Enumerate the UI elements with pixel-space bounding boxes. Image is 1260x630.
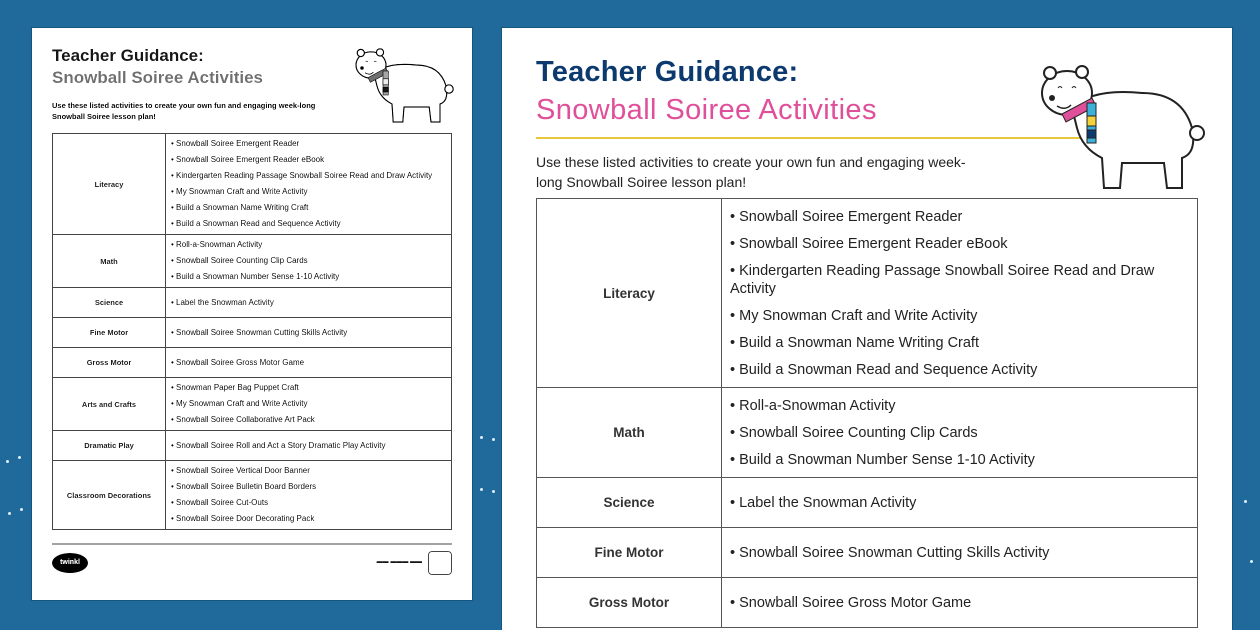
category-cell: Literacy <box>537 199 722 388</box>
activity-item: • Snowball Soiree Snowman Cutting Skills Activity <box>171 325 445 341</box>
table-row-literacy <box>53 134 452 235</box>
document-subtitle: Snowball Soiree Activities <box>536 94 877 126</box>
activity-item: • Snowball Soiree Vertical Door Banner <box>171 463 445 479</box>
table-row-fine-motor <box>53 318 452 348</box>
table-row-classroom-decorations <box>53 461 452 530</box>
activities-cell <box>722 478 1198 528</box>
activities-cell <box>166 431 452 461</box>
polar-bear-illustration <box>1032 48 1212 198</box>
table-row-gross-motor <box>537 578 1198 628</box>
activity-item: • Snowball Soiree Snowman Cutting Skills Activity <box>730 539 1187 566</box>
activity-item: • Build a Snowman Read and Sequence Activity <box>171 216 445 232</box>
activity-item: • Kindergarten Reading Passage Snowball Soiree Read and Draw Activity <box>730 257 1187 302</box>
activities-cell <box>166 378 452 431</box>
activities-cell <box>166 318 452 348</box>
preview-page-thumbnail <box>32 28 472 600</box>
category-cell: Science <box>53 288 166 318</box>
category-cell: Fine Motor <box>53 318 166 348</box>
activity-item: • Build a Snowman Name Writing Craft <box>730 329 1187 356</box>
activity-item: • Snowball Soiree Roll and Act a Story Dramatic Play Activity <box>171 438 445 454</box>
activity-item: • Snowball Soiree Counting Clip Cards <box>171 253 445 269</box>
activity-item: • Snowball Soiree Door Decorating Pack <box>171 511 445 527</box>
table-row-science <box>53 288 452 318</box>
intro-text: Use these listed activities to create your own fun and engaging week-long Snowball Soiree lesson plan! <box>52 101 316 121</box>
document-footer <box>52 543 452 585</box>
activity-item: • Build a Snowman Name Writing Craft <box>171 200 445 216</box>
activity-item: • My Snowman Craft and Write Activity <box>171 396 445 412</box>
activity-item: • Snowball Soiree Emergent Reader <box>171 136 445 152</box>
intro-text: Use these listed activities to create your own fun and engaging week-long Snowball Soiree lesson plan! <box>536 154 966 190</box>
activity-item: • Build a Snowman Read and Sequence Activity <box>730 356 1187 383</box>
table-row-science <box>537 478 1198 528</box>
activity-item: • Roll-a-Snowman Activity <box>730 392 1187 419</box>
activities-cell <box>166 288 452 318</box>
category-cell: Literacy <box>53 134 166 235</box>
activities-cell <box>722 578 1198 628</box>
activity-item: • My Snowman Craft and Write Activity <box>171 184 445 200</box>
activity-item: • Snowball Soiree Counting Clip Cards <box>730 419 1187 446</box>
category-cell: Arts and Crafts <box>53 378 166 431</box>
table-row-fine-motor <box>537 528 1198 578</box>
activity-item: • Build a Snowman Number Sense 1-10 Activity <box>171 269 445 285</box>
table-row-literacy <box>537 199 1198 388</box>
polar-bear-illustration <box>350 38 458 128</box>
activity-item: • Snowman Paper Bag Puppet Craft <box>171 380 445 396</box>
activity-item: • Kindergarten Reading Passage Snowball Soiree Read and Draw Activity <box>171 168 445 184</box>
category-cell: Dramatic Play <box>53 431 166 461</box>
activity-item: • Snowball Soiree Collaborative Art Pack <box>171 412 445 428</box>
badge-icon <box>428 551 452 575</box>
table-row-math <box>537 388 1198 478</box>
document-title: Teacher Guidance: <box>536 56 799 88</box>
activity-item: • Snowball Soiree Emergent Reader eBook <box>730 230 1187 257</box>
table-row-arts-and-crafts <box>53 378 452 431</box>
category-cell: Science <box>537 478 722 528</box>
activities-cell <box>166 461 452 530</box>
activities-table <box>536 198 1198 628</box>
activities-cell <box>722 199 1198 388</box>
activity-item: • Label the Snowman Activity <box>730 489 1187 516</box>
activity-item: • Snowball Soiree Bulletin Board Borders <box>171 479 445 495</box>
teacher-guidance-document <box>502 28 1232 630</box>
category-cell: Classroom Decorations <box>53 461 166 530</box>
category-cell: Gross Motor <box>537 578 722 628</box>
footer-code: ▬▬ ▬▬▬ ▬▬ <box>376 559 422 565</box>
activities-cell <box>166 348 452 378</box>
activities-cell <box>722 528 1198 578</box>
table-row-math <box>53 235 452 288</box>
activity-item: • My Snowman Craft and Write Activity <box>730 302 1187 329</box>
activity-item: • Snowball Soiree Gross Motor Game <box>730 589 1187 616</box>
activity-item: • Roll-a-Snowman Activity <box>171 237 445 253</box>
preview-page-zoomed <box>502 28 1232 630</box>
category-cell: Gross Motor <box>53 348 166 378</box>
activity-item: • Snowball Soiree Cut-Outs <box>171 495 445 511</box>
category-cell: Fine Motor <box>537 528 722 578</box>
teacher-guidance-document <box>32 28 472 600</box>
activity-item: • Snowball Soiree Gross Motor Game <box>171 355 445 371</box>
activity-item: • Build a Snowman Number Sense 1-10 Activity <box>730 446 1187 473</box>
activity-item: • Snowball Soiree Emergent Reader <box>730 203 1187 230</box>
table-row-gross-motor <box>53 348 452 378</box>
activities-cell <box>166 235 452 288</box>
activity-item: • Label the Snowman Activity <box>171 295 445 311</box>
title-divider <box>536 137 1082 139</box>
document-subtitle: Snowball Soiree Activities <box>52 68 263 87</box>
twinkl-logo: twinkl <box>52 553 88 573</box>
activities-table <box>52 133 452 530</box>
category-cell: Math <box>537 388 722 478</box>
activities-cell <box>166 134 452 235</box>
category-cell: Math <box>53 235 166 288</box>
document-title: Teacher Guidance: <box>52 46 204 65</box>
activities-cell <box>722 388 1198 478</box>
table-row-dramatic-play <box>53 431 452 461</box>
activity-item: • Snowball Soiree Emergent Reader eBook <box>171 152 445 168</box>
